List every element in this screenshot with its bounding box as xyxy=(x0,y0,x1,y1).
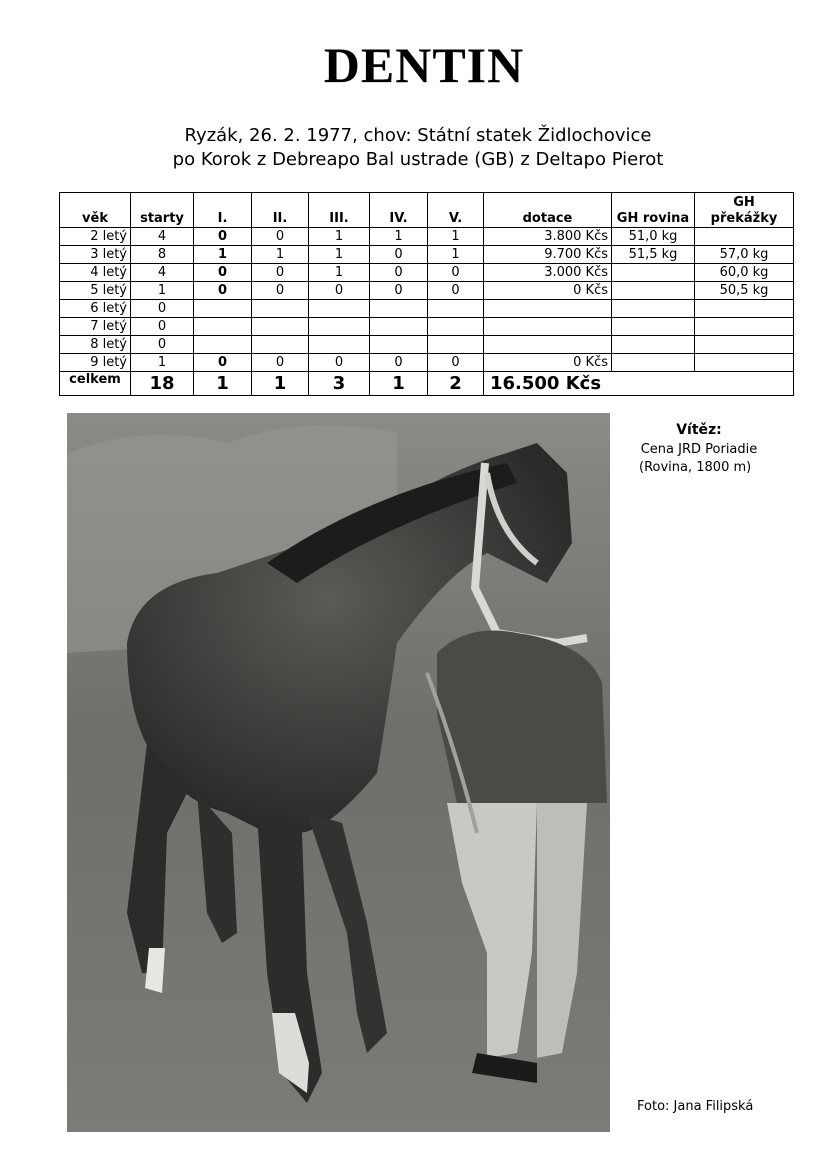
cell-age: 5 letý xyxy=(60,282,131,300)
cell-prize: 0 Kčs xyxy=(484,282,612,300)
cell-starts: 0 xyxy=(131,300,194,318)
total-fifth: 2 xyxy=(428,372,484,396)
cell-third xyxy=(309,300,370,318)
cell-fourth xyxy=(370,336,428,354)
table-row xyxy=(60,318,794,336)
cell-age: 2 letý xyxy=(60,228,131,246)
cell-second: 0 xyxy=(252,228,309,246)
cell-starts: 8 xyxy=(131,246,194,264)
cell-fifth: 1 xyxy=(428,246,484,264)
cell-gh-flat xyxy=(612,282,695,300)
cell-first: 0 xyxy=(194,264,252,282)
cell-first: 1 xyxy=(194,246,252,264)
table-row xyxy=(60,228,794,246)
total-label: celkem xyxy=(60,372,131,396)
cell-gh-hurdle xyxy=(695,318,794,336)
total-third: 3 xyxy=(309,372,370,396)
total-second: 1 xyxy=(252,372,309,396)
cell-age: 6 letý xyxy=(60,300,131,318)
cell-prize: 0 Kčs xyxy=(484,354,612,372)
race-record-table xyxy=(59,192,794,396)
cell-starts: 1 xyxy=(131,354,194,372)
col-third: III. xyxy=(309,193,370,228)
cell-gh-hurdle: 50,5 kg xyxy=(695,282,794,300)
cell-third: 1 xyxy=(309,246,370,264)
col-second: II. xyxy=(252,193,309,228)
cell-third: 0 xyxy=(309,354,370,372)
col-prize: dotace xyxy=(484,193,612,228)
horse-name-title: DENTIN xyxy=(323,37,525,93)
cell-second xyxy=(252,300,309,318)
cell-third xyxy=(309,336,370,354)
cell-first: 0 xyxy=(194,282,252,300)
cell-age: 4 letý xyxy=(60,264,131,282)
col-gh-hurdle: GH překážky xyxy=(695,193,794,228)
cell-first: 0 xyxy=(194,354,252,372)
cell-age: 7 letý xyxy=(60,318,131,336)
col-gh-flat: GH rovina xyxy=(612,193,695,228)
table-row xyxy=(60,264,794,282)
cell-prize: 3.800 Kčs xyxy=(484,228,612,246)
cell-third: 1 xyxy=(309,228,370,246)
table-row xyxy=(60,354,794,372)
cell-gh-hurdle: 60,0 kg xyxy=(695,264,794,282)
horse-photo xyxy=(67,413,610,1132)
cell-prize xyxy=(484,336,612,354)
cell-prize xyxy=(484,300,612,318)
cell-third xyxy=(309,318,370,336)
cell-age: 9 letý xyxy=(60,354,131,372)
cell-first xyxy=(194,318,252,336)
table-header-row xyxy=(60,193,794,228)
cell-gh-hurdle xyxy=(695,336,794,354)
cell-second: 0 xyxy=(252,282,309,300)
cell-gh-hurdle xyxy=(695,228,794,246)
cell-fifth xyxy=(428,336,484,354)
cell-gh-flat xyxy=(612,264,695,282)
horse-info-line: Ryzák, 26. 2. 1977, chov: Státní statek Židlochovice xyxy=(184,125,652,146)
cell-starts: 0 xyxy=(131,336,194,354)
col-fourth: IV. xyxy=(370,193,428,228)
col-age: věk xyxy=(60,193,131,228)
cell-gh-flat xyxy=(612,336,695,354)
total-prize: 16.500 Kčs xyxy=(484,372,794,396)
cell-fifth: 0 xyxy=(428,282,484,300)
photo-credit: Foto: Jana Filipská xyxy=(637,1099,754,1114)
col-first: I. xyxy=(194,193,252,228)
cell-gh-hurdle: 57,0 kg xyxy=(695,246,794,264)
cell-third: 0 xyxy=(309,282,370,300)
col-fifth: V. xyxy=(428,193,484,228)
horse-photo-illustration xyxy=(67,413,610,1132)
cell-second: 0 xyxy=(252,354,309,372)
cell-gh-flat: 51,0 kg xyxy=(612,228,695,246)
table-total-row xyxy=(60,372,794,396)
cell-first: 0 xyxy=(194,228,252,246)
cell-fourth: 1 xyxy=(370,228,428,246)
winner-race-distance: (Rovina, 1800 m) xyxy=(639,460,752,475)
total-starts: 18 xyxy=(131,372,194,396)
table-row xyxy=(60,246,794,264)
col-starts: starty xyxy=(131,193,194,228)
cell-fifth: 1 xyxy=(428,228,484,246)
winner-label: Vítěz: xyxy=(676,422,722,438)
table-row xyxy=(60,336,794,354)
cell-third: 1 xyxy=(309,264,370,282)
cell-gh-hurdle xyxy=(695,300,794,318)
cell-second: 1 xyxy=(252,246,309,264)
total-fourth: 1 xyxy=(370,372,428,396)
table-row xyxy=(60,300,794,318)
cell-second xyxy=(252,318,309,336)
cell-fourth: 0 xyxy=(370,282,428,300)
cell-fifth: 0 xyxy=(428,354,484,372)
cell-gh-flat xyxy=(612,318,695,336)
cell-starts: 4 xyxy=(131,228,194,246)
cell-prize: 9.700 Kčs xyxy=(484,246,612,264)
cell-gh-hurdle xyxy=(695,354,794,372)
pedigree-line: po Korok z Debreapo Bal ustrade (GB) z Deltapo Pierot xyxy=(172,149,664,170)
cell-prize xyxy=(484,318,612,336)
cell-fourth xyxy=(370,300,428,318)
cell-first xyxy=(194,300,252,318)
cell-fourth: 0 xyxy=(370,264,428,282)
cell-fifth: 0 xyxy=(428,264,484,282)
cell-prize: 3.000 Kčs xyxy=(484,264,612,282)
cell-fifth xyxy=(428,300,484,318)
cell-first xyxy=(194,336,252,354)
cell-starts: 1 xyxy=(131,282,194,300)
cell-second xyxy=(252,336,309,354)
cell-age: 3 letý xyxy=(60,246,131,264)
cell-gh-flat: 51,5 kg xyxy=(612,246,695,264)
cell-age: 8 letý xyxy=(60,336,131,354)
cell-second: 0 xyxy=(252,264,309,282)
cell-gh-flat xyxy=(612,354,695,372)
cell-gh-flat xyxy=(612,300,695,318)
cell-fifth xyxy=(428,318,484,336)
cell-starts: 0 xyxy=(131,318,194,336)
cell-fourth: 0 xyxy=(370,246,428,264)
table-row xyxy=(60,282,794,300)
winner-race-name: Cena JRD Poriadie xyxy=(640,442,758,457)
total-first: 1 xyxy=(194,372,252,396)
cell-starts: 4 xyxy=(131,264,194,282)
cell-fourth: 0 xyxy=(370,354,428,372)
cell-fourth xyxy=(370,318,428,336)
